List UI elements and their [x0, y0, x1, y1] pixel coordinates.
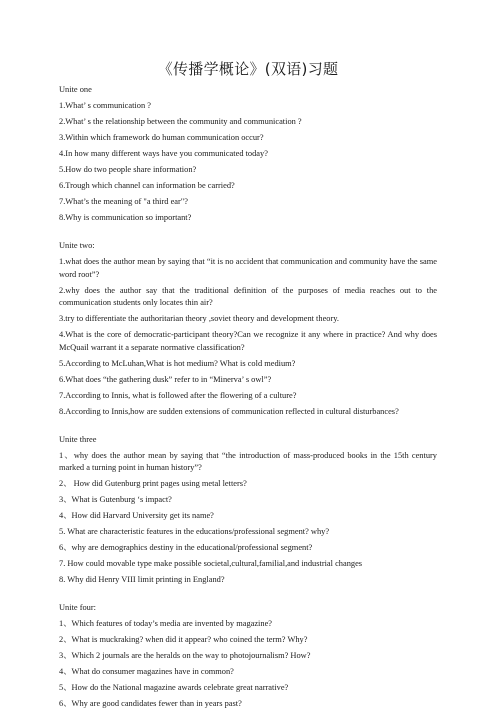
section-heading: Unite four:: [59, 603, 96, 612]
section-unit-four: [59, 602, 437, 711]
question-item: 1、why does the author mean by saying that “the introduction of mass-produced books in the 15th century marked a turning point in human history”?: [59, 450, 437, 472]
question-item: 4.In how many different ways have you communicated today?: [59, 149, 268, 158]
question-item: 3.Within which framework do human communication occur?: [59, 133, 264, 142]
question-item: 6、Why are good candidates fewer than in years past?: [59, 699, 242, 708]
question-item: 3、Which 2 journals are the heralds on the way to photojournalism? How?: [59, 651, 311, 660]
question-item: 5. What are characteristic features in the educations/professional segment? why?: [59, 527, 330, 536]
question-item: 2.What’ s the relationship between the community and communication ?: [59, 117, 302, 126]
section-heading: Unite two:: [59, 241, 95, 250]
question-item: 3.try to differentiate the authoritarian theory ,soviet theory and development theory.: [59, 314, 340, 323]
question-item: 6.Trough which channel can information be carried?: [59, 181, 235, 190]
question-item: 1、Which features of today’s media are invented by magazine?: [59, 619, 273, 628]
question-item: 5.According to McLuhan,What is hot medium? What is cold medium?: [59, 358, 296, 368]
question-item: 8.Why is communication so important?: [59, 213, 192, 222]
section-heading: Unite one: [59, 85, 92, 94]
question-item: 2.why does the author say that the traditional definition of the purposes of media reaches out to the communication students only locates thin air?: [59, 285, 437, 307]
section-spacer: [59, 228, 437, 240]
question-item: 7.What’s the meaning of "a third ear"?: [59, 197, 188, 206]
question-item: 2、What is muckraking? when did it appear? who coined the term? Why?: [59, 635, 308, 644]
question-item: 3、What is Gutenburg ‘s impact?: [59, 495, 172, 504]
question-item: 8.According to Innis,how are sudden extensions of communication reflected in cultural disturbances?: [59, 406, 399, 416]
question-item: 2、 How did Gutenburg print pages using metal letters?: [59, 479, 247, 488]
question-item: 5.How do two people share information?: [59, 165, 197, 174]
section-spacer: [59, 422, 437, 434]
question-item: 7. How could movable type make possible societal,cultural,familial,and industrial changes: [59, 559, 363, 568]
section-unit-one: [59, 84, 437, 225]
question-item: 5、How do the National magazine awards celebrate great narrative?: [59, 683, 289, 692]
question-item: 8. Why did Henry VIII limit printing in England?: [59, 575, 225, 584]
document-body: [59, 84, 437, 714]
question-item: 4.What is the core of democratic-participant theory?Can we recognize it any where in practice? And why does McQuail warrant it a separate normative classification?: [59, 330, 437, 352]
document-title: 《传播学概论》(双语)习题: [157, 60, 339, 78]
question-item: 7.According to Innis, what is followed after the flowering of a culture?: [59, 390, 297, 400]
question-item: 6、why are demographics destiny in the educational/professional segment?: [59, 543, 313, 552]
question-item: 4、How did Harvard University get its name?: [59, 511, 214, 520]
question-item: 6.What does “the gathering dusk” refer to in “Minerva’ s owl”?: [59, 374, 272, 384]
question-item: 4、What do consumer magazines have in common?: [59, 667, 234, 676]
section-unit-three: [59, 434, 437, 587]
section-spacer: [59, 590, 437, 602]
question-item: 1.What’ s communication ?: [59, 101, 151, 110]
section-unit-two: [59, 240, 437, 418]
question-item: 1.what does the author mean by saying that “it is no accident that communication and community have the same word root”?: [59, 257, 437, 279]
section-heading: Unite three: [59, 434, 97, 444]
